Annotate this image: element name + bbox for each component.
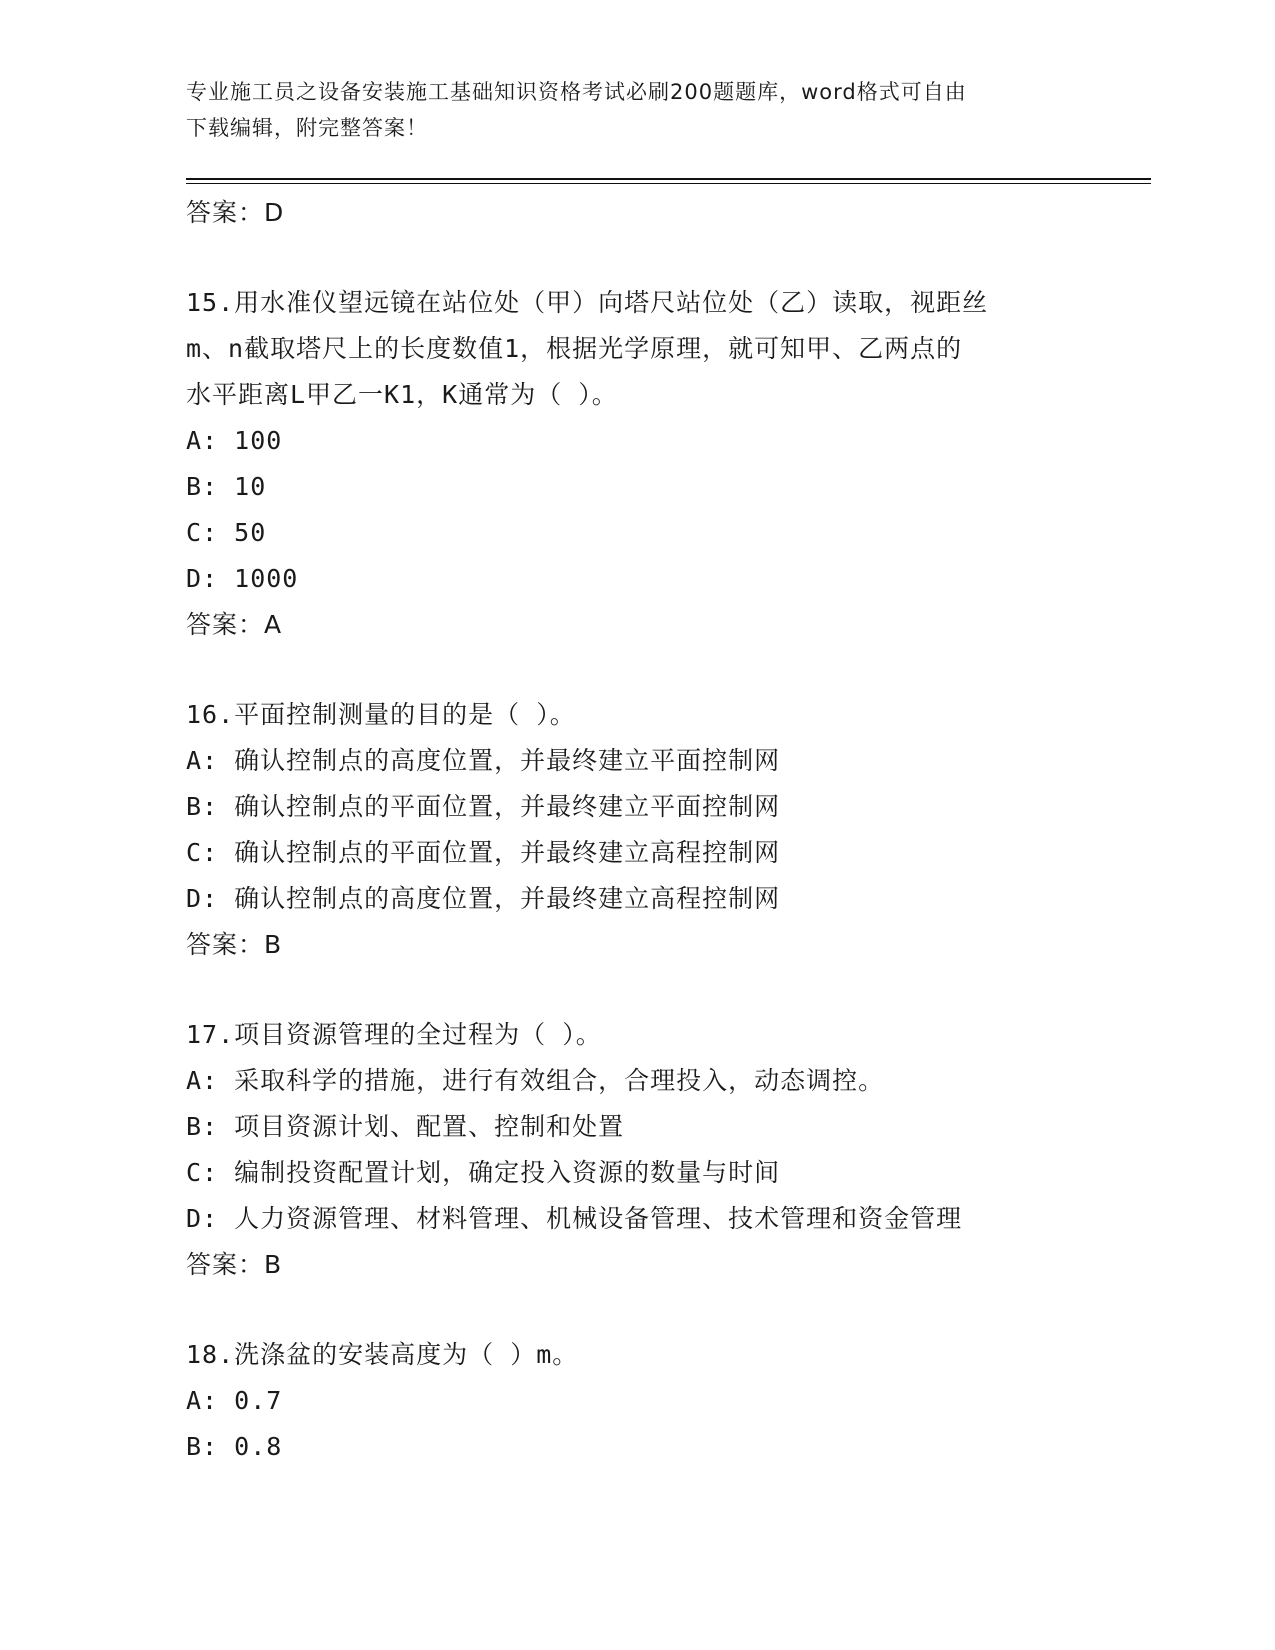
option-a: A: 确认控制点的高度位置，并最终建立平面控制网 bbox=[186, 746, 781, 775]
option-d: D: 确认控制点的高度位置，并最终建立高程控制网 bbox=[186, 884, 781, 913]
option-d: D: 人力资源管理、材料管理、机械设备管理、技术管理和资金管理 bbox=[186, 1204, 963, 1233]
option-d: D: 1000 bbox=[186, 564, 299, 593]
option-c: C: 50 bbox=[186, 518, 267, 547]
option-b: B: 10 bbox=[186, 472, 267, 501]
option-a: A: 0.7 bbox=[186, 1386, 283, 1415]
question-16 bbox=[186, 692, 1126, 968]
header-divider-thick bbox=[186, 178, 1151, 180]
question-stem-line: 15.用水准仪望远镜在站位处（甲）向塔尺站位处（乙）读取，视距丝 bbox=[186, 288, 989, 317]
question-stem-line: 16.平面控制测量的目的是（ ）。 bbox=[186, 700, 576, 729]
option-b: B: 确认控制点的平面位置，并最终建立平面控制网 bbox=[186, 792, 781, 821]
question-17 bbox=[186, 1012, 1126, 1288]
option-c: C: 编制投资配置计划，确定投入资源的数量与时间 bbox=[186, 1158, 781, 1187]
option-b: B: 项目资源计划、配置、控制和处置 bbox=[186, 1112, 625, 1141]
question-18 bbox=[186, 1332, 1126, 1470]
question-15 bbox=[186, 280, 1126, 648]
header-line-2: 下载编辑，附完整答案！ bbox=[186, 116, 428, 140]
question-stem-line: 18.洗涤盆的安装高度为（ ）m。 bbox=[186, 1340, 579, 1369]
answer-line: 答案：A bbox=[186, 610, 283, 639]
answer-line: 答案：B bbox=[186, 930, 283, 959]
document-body bbox=[186, 190, 1126, 1470]
answer-line: 答案：B bbox=[186, 1250, 283, 1279]
header-line-1: 专业施工员之设备安装施工基础知识资格考试必刷200题题库，word格式可自由 bbox=[186, 80, 967, 104]
option-a: A: 100 bbox=[186, 426, 283, 455]
previous-answer: 答案：D bbox=[186, 198, 285, 227]
document-header bbox=[186, 74, 1066, 146]
header-divider-thin bbox=[186, 183, 1151, 184]
option-a: A: 采取科学的措施，进行有效组合，合理投入，动态调控。 bbox=[186, 1066, 885, 1095]
question-stem-line: 水平距离L甲乙一K1，K通常为（ ）。 bbox=[186, 380, 618, 409]
question-stem-line: m、n截取塔尺上的长度数值1，根据光学原理，就可知甲、乙两点的 bbox=[186, 334, 963, 363]
option-c: C: 确认控制点的平面位置，并最终建立高程控制网 bbox=[186, 838, 781, 867]
question-stem-line: 17.项目资源管理的全过程为（ ）。 bbox=[186, 1020, 602, 1049]
option-b: B: 0.8 bbox=[186, 1432, 283, 1461]
